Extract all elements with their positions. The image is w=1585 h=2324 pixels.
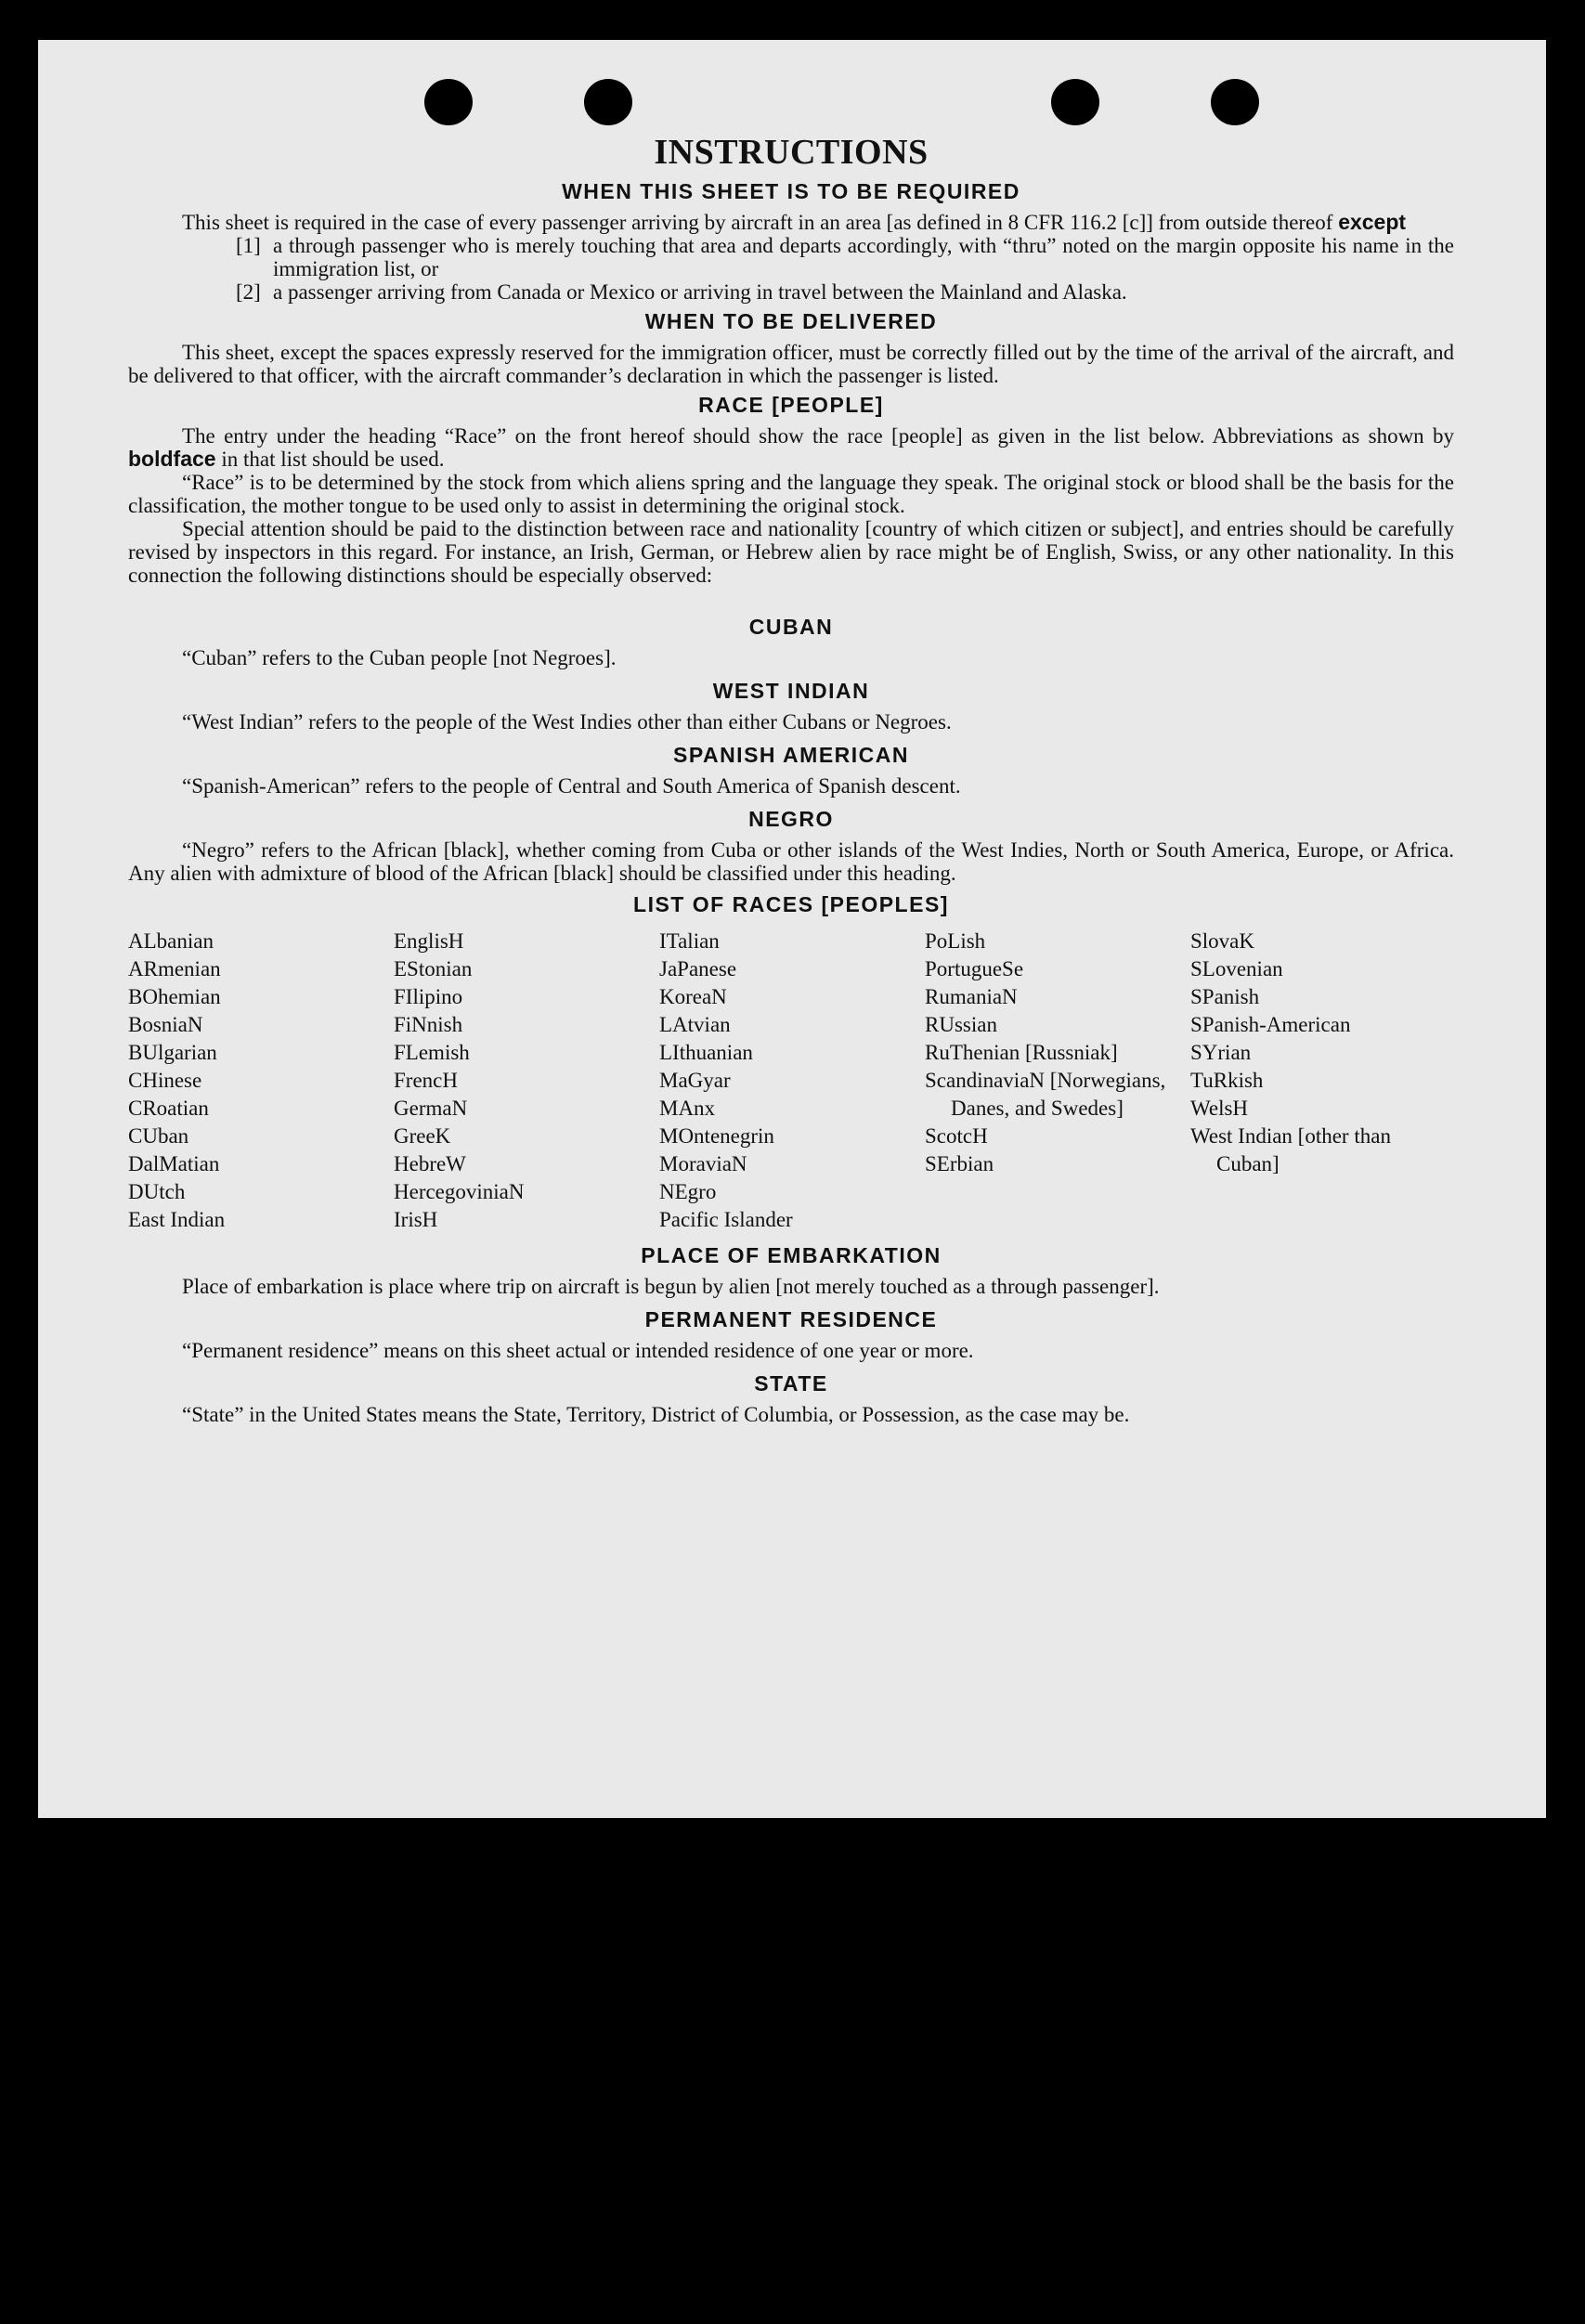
race-item: BosniaN — [128, 1013, 203, 1036]
heading-state: STATE — [754, 1371, 828, 1396]
exception-item-1: [1] a through passenger who is merely touching that area and departs accordingly, with “thru” noted on the margin opposite his name in the immigration list, or — [236, 234, 1454, 280]
race-item: ALbanian — [128, 929, 214, 953]
race-item: NEgro — [659, 1180, 717, 1203]
race-item: MOntenegrin — [659, 1124, 774, 1148]
heading-spanish-american: SPANISH AMERICAN — [672, 743, 909, 767]
race-item: ScandinaviaN [Norwegians, Danes, and Swedes] — [925, 1069, 1166, 1120]
punch-hole — [584, 79, 632, 125]
race-item: LAtvian — [659, 1013, 731, 1036]
race-item: East Indian — [128, 1208, 226, 1231]
heading-when-required: WHEN THIS SHEET IS TO BE REQUIRED — [562, 179, 1020, 203]
race-item: DUtch — [128, 1180, 186, 1203]
race-item: West Indian [other than Cuban] — [1190, 1124, 1391, 1175]
race-item: FIlipino — [394, 985, 463, 1008]
race-item: CUban — [128, 1124, 189, 1148]
punch-hole — [424, 79, 473, 125]
race-item: TuRkish — [1190, 1069, 1264, 1092]
race-item: SYrian — [1190, 1041, 1252, 1064]
races-column — [659, 928, 925, 1234]
race-item: GreeK — [394, 1124, 451, 1148]
required-intro: This sheet is required in the case of every passenger arriving by aircraft in an area [as defined in 8 CFR 116.2 [c]] from outside thereof except — [182, 210, 1407, 234]
race-item: PortugueSe — [925, 957, 1024, 980]
race-item: CHinese — [128, 1069, 202, 1092]
race-item: ARmenian — [128, 957, 221, 980]
race-item: EnglisH — [394, 929, 464, 953]
race-item: CRoatian — [128, 1097, 209, 1120]
residence-text: “Permanent residence” means on this sheet actual or intended residence of one year or more. — [182, 1339, 974, 1362]
heading-west-indian: WEST INDIAN — [712, 679, 870, 703]
race-item: WelsH — [1190, 1097, 1249, 1120]
heading-negro: NEGRO — [748, 807, 834, 831]
heading-when-delivered: WHEN TO BE DELIVERED — [644, 309, 938, 333]
race-item: ITalian — [659, 929, 720, 953]
instructions-content — [128, 133, 1454, 1426]
race-item: DalMatian — [128, 1152, 220, 1175]
race-item: KoreaN — [659, 985, 727, 1008]
race-item: SPanish — [1190, 985, 1260, 1008]
race-item: FrencH — [394, 1069, 458, 1092]
delivered-text: This sheet, except the spaces expressly reserved for the immigration officer, must be correctly filled out by the time of the arrival of the aircraft, and be delivered to that officer, with the aircraft commander’s declaration in which the passenger is listed. — [128, 341, 1454, 387]
race-item: SErbian — [925, 1152, 994, 1175]
race-item: RUssian — [925, 1013, 997, 1036]
race-item: BOhemian — [128, 985, 221, 1008]
race-item: MoraviaN — [659, 1152, 747, 1175]
race-item: SlovaK — [1190, 929, 1254, 953]
race-item: FiNnish — [394, 1013, 463, 1036]
race-item: EStonian — [394, 957, 473, 980]
race-item: ScotcH — [925, 1124, 988, 1148]
race-item: FLemish — [394, 1041, 470, 1064]
heading-place-of-embarkation: PLACE OF EMBARKATION — [641, 1243, 942, 1267]
race-item: PoLish — [925, 929, 986, 953]
race-item: HercegoviniaN — [394, 1180, 525, 1203]
race-item: IrisH — [394, 1208, 438, 1231]
race-item: MaGyar — [659, 1069, 731, 1092]
race-item: SLovenian — [1190, 957, 1283, 980]
embarkation-text: Place of embarkation is place where trip on aircraft is begun by alien [not merely touched as a through passenger]. — [182, 1275, 1160, 1298]
spanish-american-text: “Spanish-American” refers to the people of Central and South America of Spanish descent. — [182, 774, 961, 798]
races-column — [394, 928, 659, 1234]
race-item: RumaniaN — [925, 985, 1018, 1008]
negro-text: “Negro” refers to the African [black], whether coming from Cuba or other islands of the West Indies, North or South America, Europe, or Africa. Any alien with admixture of blood of the African [black] should be classified under this heading. — [128, 838, 1454, 885]
heading-permanent-residence: PERMANENT RESIDENCE — [644, 1307, 938, 1331]
race-item: LIthuanian — [659, 1041, 753, 1064]
races-column — [925, 928, 1190, 1234]
except-bold: except — [1338, 210, 1407, 234]
exception-item-2: [2] a passenger arriving from Canada or Mexico or arriving in travel between the Mainland and Alaska. — [236, 280, 1127, 304]
heading-cuban: CUBAN — [748, 615, 834, 639]
punch-hole — [1051, 79, 1099, 125]
race-item: Pacific Islander — [659, 1208, 793, 1231]
race-item: MAnx — [659, 1097, 716, 1120]
heading-race: RACE [PEOPLE] — [698, 393, 884, 417]
race-paragraph-1: The entry under the heading “Race” on the front hereof should show the race [people] as given in the list below. Abbreviations as shown by boldface in that list should be used. — [128, 424, 1454, 471]
heading-list-of-races: LIST OF RACES [PEOPLES] — [633, 892, 949, 916]
cuban-text: “Cuban” refers to the Cuban people [not Negroes]. — [182, 646, 617, 669]
state-text: “State” in the United States means the State, Territory, District of Columbia, or Possession, as the case may be. — [182, 1403, 1130, 1426]
race-item: HebreW — [394, 1152, 466, 1175]
punch-hole — [1211, 79, 1259, 125]
races-list — [128, 928, 1454, 1234]
race-item: GermaN — [394, 1097, 468, 1120]
race-item: SPanish-American — [1190, 1013, 1351, 1036]
page-title: INSTRUCTIONS — [654, 133, 929, 172]
race-item: JaPanese — [659, 957, 737, 980]
west-indian-text: “West Indian” refers to the people of the West Indies other than either Cubans or Negroes. — [182, 710, 952, 734]
boldface-word: boldface — [128, 447, 216, 471]
race-paragraph-3: Special attention should be paid to the distinction between race and nationality [country of which citizen or subject], and entries should be carefully revised by inspectors in this regard. For instance, an Irish, German, or Hebrew alien by race might be of English, Swiss, or any other nationality. In this connection the following distinctions should be especially observed: — [128, 517, 1454, 587]
race-item: RuThenian [Russniak] — [925, 1041, 1118, 1064]
race-paragraph-2: “Race” is to be determined by the stock from which aliens spring and the language they speak. The original stock or blood shall be the basis for the classification, the mother tongue to be used only to assist in determining the original stock. — [128, 471, 1454, 517]
document-sheet — [38, 40, 1546, 1818]
races-column — [1190, 928, 1454, 1234]
races-column — [128, 928, 394, 1234]
race-item: BUlgarian — [128, 1041, 217, 1064]
